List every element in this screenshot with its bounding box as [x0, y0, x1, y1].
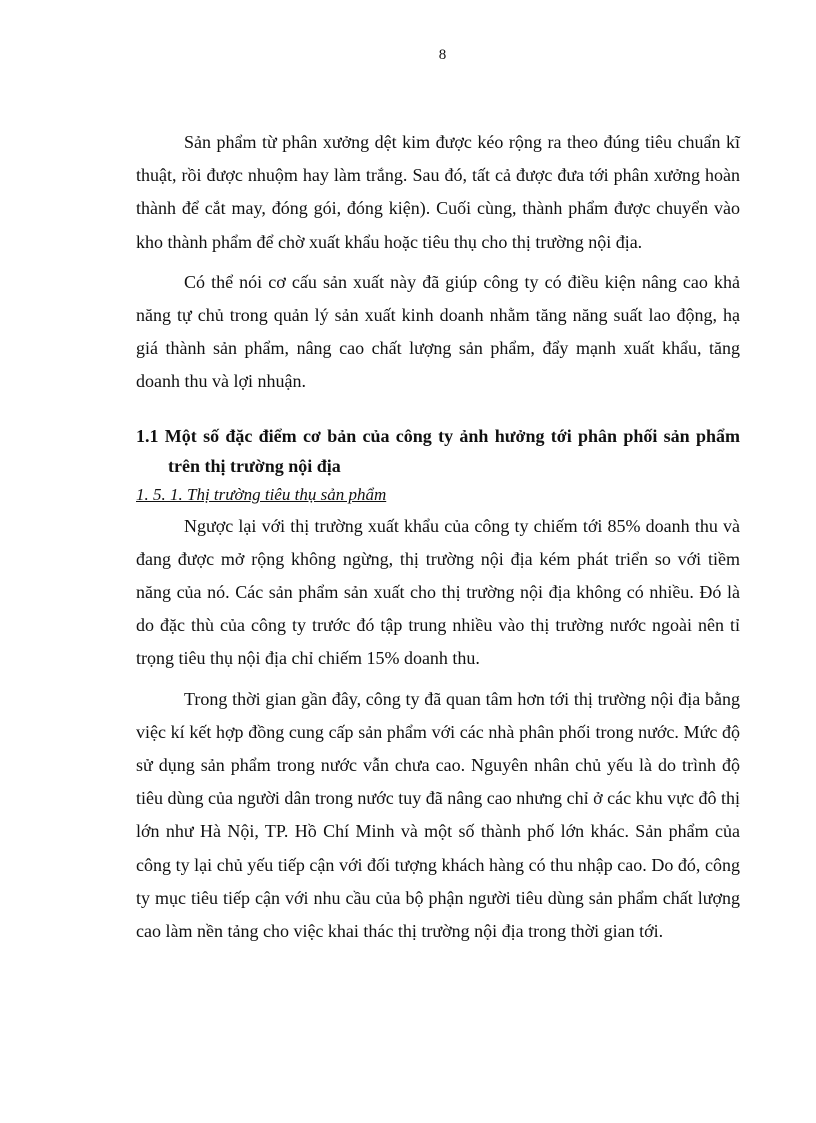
document-body [136, 126, 740, 948]
section-heading: 1.1 Một số đặc điểm cơ bản của công ty ảnh hưởng tới phân phối sản phẩm trên thị trường nội địa [136, 425, 740, 476]
paragraph-recent-focus: Trong thời gian gần đây, công ty đã quan tâm hơn tới thị trường nội địa bằng việc kí kết hợp đồng cung cấp sản phẩm với các nhà phân phối trong nước. Mức độ sử dụng sản phẩm trong nước vẫn chưa cao. Nguyên nhân chủ yếu là do trình độ tiêu dùng của người dân trong nước tuy đã nâng cao nhưng chỉ ở các khu vực đô thị lớn như Hà Nội, TP. Hồ Chí Minh và một số thành phố lớn khác. Sản phẩm của công ty lại chủ yếu tiếp cận với đối tượng khách hàng có thu nhập cao. Do đó, công ty mục tiêu tiếp cận với nhu cầu của bộ phận người tiêu dùng sản phẩm chất lượng cao làm nền tảng cho việc khai thác thị trường nội địa trong thời gian tới. [136, 688, 740, 942]
paragraph-production-process: Sản phẩm từ phân xưởng dệt kim được kéo rộng ra theo đúng tiêu chuẩn kĩ thuật, rồi được nhuộm hay làm trắng. Sau đó, tất cả được đưa tới phân xưởng hoàn thành để cắt may, đóng gói, đóng kiện). Cuối cùng, thành phẩm được chuyển vào kho thành phẩm để chờ xuất khẩu hoặc tiêu thụ cho thị trường nội địa. [136, 132, 740, 252]
paragraph-production-structure: Có thể nói cơ cấu sản xuất này đã giúp công ty có điều kiện nâng cao khả năng tự chủ trong quản lý sản xuất kinh doanh nhằm tăng năng suất lao động, hạ giá thành sản phẩm, nâng cao chất lượng sản phẩm, đẩy mạnh xuất khẩu, tăng doanh thu và lợi nhuận. [136, 271, 740, 392]
paragraph-domestic-market: Ngược lại với thị trường xuất khẩu của công ty chiếm tới 85% doanh thu và đang được mở rộng không ngừng, thị trường nội địa kém phát triển so với tiềm năng của nó. Các sản phẩm sản xuất cho thị trường nội địa không có nhiều. Đó là do đặc thù của công ty trước đó tập trung nhiều vào thị trường nước ngoài nên tỉ trọng tiêu thụ nội địa chỉ chiếm 15% doanh thu. [136, 515, 740, 669]
subsection-heading: 1. 5. 1. Thị trường tiêu thụ sản phẩm [136, 484, 387, 504]
page-number: 8 [438, 47, 447, 63]
